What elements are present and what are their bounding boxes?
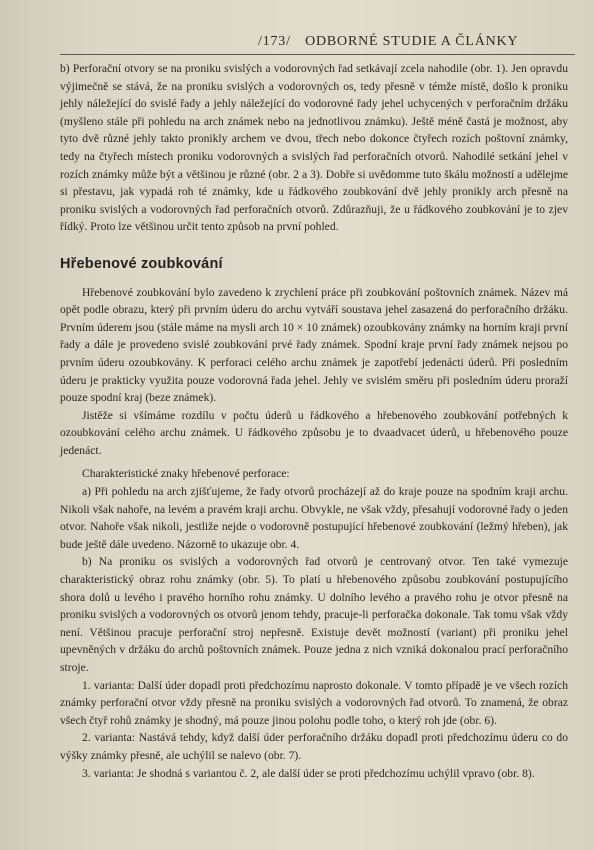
paragraph-intro: Hřebenové zoubkování bylo zavedeno k zrychlení práce při zoubkování poštovních známek. Název má opět podle obrazu, který při prvním úderu do archu vytváří soustava jehel zasazená do perforačního držáku. Prvním úderem jsou (stále máme na mysli arch 10 × 10 známek) ozoubkovány známky na horním kraji první řady a dále je provedeno svislé zoubkování prvé řady známek. Spodní kraje první řady známek nejsou po prvním úderu ozoubkovány. K perforaci celého archu známek je zapotřebí jedenácti úderů. Při posledním úderu je prakticky využita pouze vodorovná řada jehel. Jehly ve svislém směru při posledním úderu proraží pouze spodní kraj (beze známek).: [60, 285, 568, 405]
header-title: ODBORNÉ STUDIE A ČLÁNKY: [305, 34, 519, 49]
section-heading: Hřebenové zoubkování: [60, 255, 223, 272]
paragraph-b-perforation: b) Perforační otvory se na proniku svislých a vodorovných řad setkávají zcela nahodile (obr. 1). Jen opravdu výjimečně se stává, že na proniku svislých a vodorovných os, tedy přesně v témže místě, došlo k proniku jehly náležející do svislé řady a jehly náležející do vodorovné řady jehel uchycených v perforačním držáku (myšleno stále při pohledu na arch známek nebo na jednotlivou známku). Ještě méně častá je možnost, aby tyto dvě různé jehly takto pronikly archem ve dvou, třech nebo dokonce čtyřech rozích poštovní známky, tedy na čtyřech místech proniku vodorovných a svislých řad perforačních otvorů. Nahodilé setkání jehel v rozích známky může být a většinou je různé (obr. 2 a 3). Dobře si uvědomme tuto škálu možností a udělejme si přestavu, jak vypadá roh té známky, kde u řádkového zoubkování dvě jehly pronikly arch přesně na proniku svislých a vodorovných řad perforačních otvorů. Zdůrazňuji, že u řádkového zoubkování je to zjev řídký. Proto lze většinou určit tento způsob na první pohled.: [60, 62, 568, 234]
page-number: /173/: [258, 34, 291, 49]
page-body: [60, 60, 568, 782]
paragraph-point-b: b) Na proniku os svislých a vodorovných řad otvorů je centrovaný otvor. Ten také vymezuje charakteristický obraz rohu známky (obr. 5). To platí u hřebenového způsobu zoubkování postupujícího shora dolů u levého i pravého horního rohu známky. U dolního levého a pravého rohu je otvor přesně na proniku svislých a vodorovných os otvorů jenom tehdy, pracuje-li perforačka dokonale. Tak tomu však vždy není. Většinou pracuje perforační stroj nepřesně. Existuje devět možností (variant) při proniku jehel upevněných v držáku do archů poštovních známek. Pouze jedna z nich vzniká dokonalou prací perforačního stroje.: [60, 555, 568, 674]
paragraph-variant-2: 2. varianta: Nastává tehdy, když další úder perforačního držáku dopadl proti předchozímu úderu co do výšky známky přesně, ale uchýlil se nalevo (obr. 7).: [60, 731, 568, 762]
header-rule: [60, 54, 575, 55]
paragraph-characteristics-label: Charakteristické znaky hřebenové perforace:: [82, 467, 290, 481]
paragraph-variant-1: 1. varianta: Další úder dopadl proti předchozímu naprosto dokonale. V tomto případě je ve všech rozích známky perforační otvor vždy přesně na proniku svislých a vodorovných řad otvorů. To znamená, že obraz všech čtyř rohů známky je shodný, má pouze jinou polohu podle toho, o který roh jde (obr. 6).: [60, 678, 568, 727]
paragraph-comparison: Jistěže si všímáme rozdílu v počtu úderů u řádkového a hřebenového zoubkování potřebných k ozoubkování celého archu známek. U řádkového způsobu je to dvaadvacet úderů, u hřebenového pouze jedenáct.: [60, 408, 568, 457]
running-header: [258, 34, 518, 50]
paragraph-variant-3: 3. varianta: Je shodná s variantou č. 2, ale další úder se proti předchozímu uchýlil vpravo (obr. 8).: [82, 766, 535, 780]
paragraph-point-a: a) Při pohledu na arch zjišťujeme, že řady otvorů procházejí až do kraje pouze na spodním kraji archu. Nikoli však nahoře, na levém a pravém kraji archu. Obvykle, ne však vždy, přesahují vodorovné řady o jeden otvor. Nahoře však nikoli, jestliže nejde o vodorovně postupující hřebenové zoubkování (ležmý hřeben), jak bude ještě dále uvedeno. Názorně to ukazuje obr. 4.: [60, 485, 568, 551]
